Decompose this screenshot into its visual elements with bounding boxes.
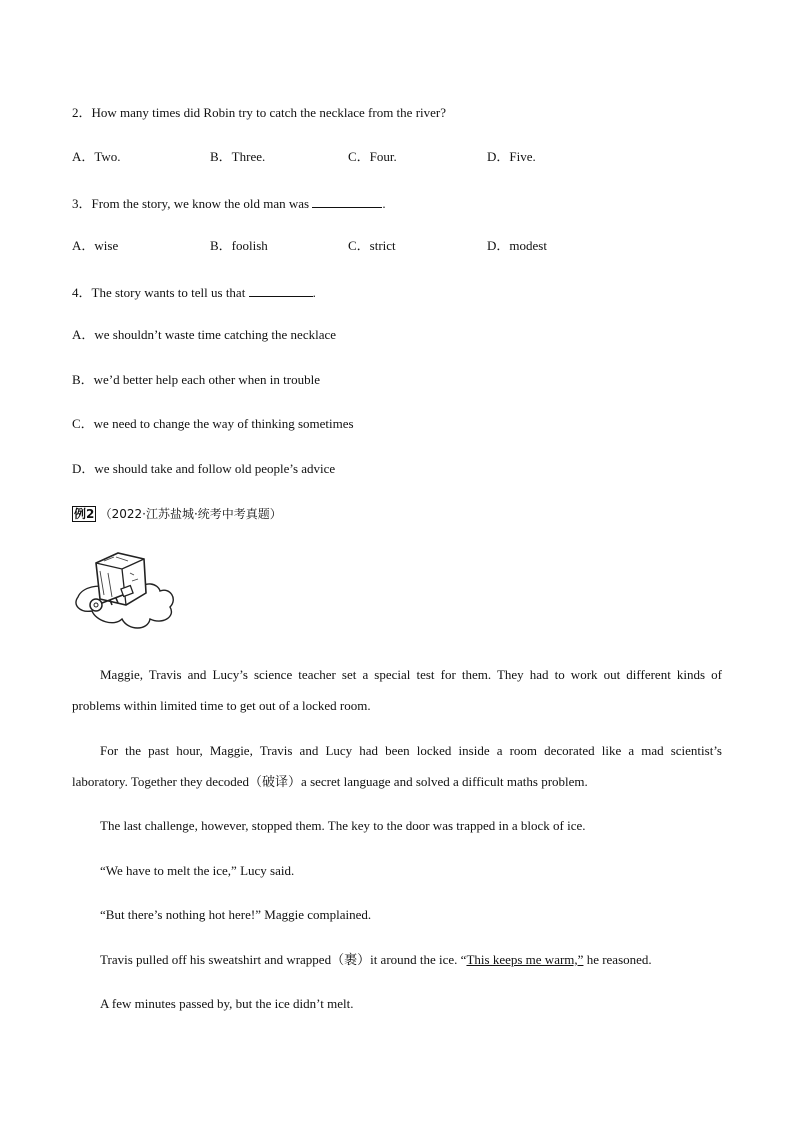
passage-p2-line1: For the past hour, Maggie, Travis and Lucy had been locked inside a room decorated like a mad scientist’s — [100, 743, 722, 758]
passage-p2-line2: laboratory. Together they decoded（破译）a secret language and solved a difficult maths problem. — [72, 774, 588, 789]
q4-option-b: B．we’d better help each other when in trouble — [72, 372, 320, 387]
example-label: 例2 — [74, 507, 95, 521]
passage-p3: The last challenge, however, stopped them. The key to the door was trapped in a block of ice. — [100, 818, 586, 833]
q4-answer-blank — [249, 282, 313, 297]
question-3-stem — [72, 193, 386, 213]
question-2-stem: 2．How many times did Robin try to catch the necklace from the river? — [72, 105, 446, 120]
passage-p6 — [100, 944, 652, 975]
q2-option-b: B．Three. — [210, 149, 266, 164]
q4-option-d: D．we should take and follow old people’s advice — [72, 461, 336, 476]
q3-option-b: B．foolish — [210, 238, 268, 253]
passage-p1-line1: Maggie, Travis and Lucy’s science teacher set a special test for them. They had to work out different kinds of — [100, 667, 722, 682]
q3-option-c: C．strict — [348, 238, 396, 253]
passage-p7: A few minutes passed by, but the ice didn’t melt. — [100, 996, 354, 1011]
question-4-stem — [72, 282, 316, 302]
passage-p1-line2: problems within limited time to get out of a locked room. — [72, 698, 371, 713]
q3-stem-end: . — [382, 196, 386, 211]
q3-option-d: D．modest — [487, 238, 547, 253]
passage-p5: “But there’s nothing hot here!” Maggie complained. — [100, 907, 372, 922]
passage-p6-text: Travis pulled off his sweatshirt and wrapped（裹）it around the ice. “ — [100, 952, 467, 967]
q2-option-c: C．Four. — [348, 149, 397, 164]
q4-option-c: C．we need to change the way of thinking sometimes — [72, 416, 354, 431]
passage-p4: “We have to melt the ice,” Lucy said. — [100, 863, 295, 878]
q3-stem-text: 3．From the story, we know the old man was — [72, 196, 313, 211]
q3-option-a: A．wise — [72, 238, 119, 253]
example-source: （2022·江苏盐城·统考中考真题） — [99, 507, 282, 521]
q4-stem-text: 4．The story wants to tell us that — [72, 285, 249, 300]
q3-answer-blank — [312, 193, 382, 208]
q2-option-d: D．Five. — [487, 149, 536, 164]
q4-stem-end: . — [312, 285, 316, 300]
q2-option-a: A．Two. — [72, 149, 121, 164]
ice-key-illustration — [70, 545, 180, 635]
passage-p6-underlined-quote: This keeps me warm,” — [466, 952, 584, 967]
q4-option-a: A．we shouldn’t waste time catching the necklace — [72, 327, 337, 342]
passage-p6-end: he reasoned. — [583, 952, 652, 967]
key-icon — [90, 599, 102, 611]
example-header — [72, 505, 282, 523]
